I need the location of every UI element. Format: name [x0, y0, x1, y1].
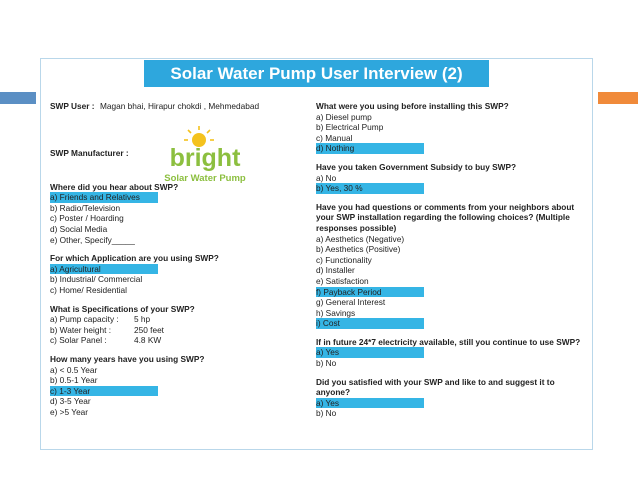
answer-option: b) Aesthetics (Positive): [316, 244, 401, 255]
right-question-block: [316, 377, 584, 419]
answer-option: b) No: [316, 408, 337, 419]
spec-row: [50, 314, 300, 325]
left-accent-bar: [0, 92, 36, 104]
right-column: [316, 101, 584, 419]
swp-user-value: Magan bhai, Hirapur chokdi , Mehmedabad: [100, 101, 260, 111]
selected-answer: i) Cost: [316, 318, 424, 329]
question-text: Have you had questions or comments from your neighbors about your SWP installation regarding the following choices? (Multiple responses possible): [316, 201, 575, 233]
answer-option: g) General Interest: [316, 297, 386, 308]
swp-user-label: SWP User :: [50, 101, 95, 111]
selected-answer: b) Yes, 30 %: [316, 183, 424, 194]
spec-key: c) Solar Panel :: [50, 335, 107, 346]
answer-option: b) Electrical Pump: [316, 122, 384, 133]
selected-answer: d) Nothing: [316, 143, 424, 154]
answer-option: d) 3-5 Year: [50, 396, 91, 407]
answer-option: b) 0.5-1 Year: [50, 375, 98, 386]
selected-answer: a) Yes: [316, 347, 424, 358]
answer-option: c) Home/ Residential: [50, 284, 128, 295]
answer-option: b) Radio/Television: [50, 202, 121, 213]
answer-option: c) Manual: [316, 132, 353, 143]
question-text: Have you taken Government Subsidy to buy SWP?: [316, 161, 517, 172]
selected-answer: a) Friends and Relatives: [50, 192, 158, 203]
answer-option: a) < 0.5 Year: [50, 364, 98, 375]
right-question-block: [316, 162, 584, 194]
question-text: Where did you hear about SWP?: [50, 181, 179, 192]
right-question-block: [316, 337, 584, 369]
answer-option: b) No: [316, 358, 337, 369]
spec-key: b) Water height :: [50, 324, 112, 335]
answer-option: e) Other, Specify_____: [50, 234, 135, 245]
spec-key: a) Pump capacity :: [50, 314, 119, 325]
answer-option: c) Functionality: [316, 254, 372, 265]
bright-logo: [157, 122, 253, 188]
answer-option: d) Social Media: [50, 223, 108, 234]
left-questions: [50, 182, 300, 418]
answer-option: b) Industrial/ Commercial: [50, 274, 143, 285]
answer-option: a) No: [316, 172, 337, 183]
manufacturer-label: SWP Manufacturer :: [50, 148, 129, 158]
answer-option: a) Aesthetics (Negative): [316, 233, 405, 244]
selected-answer: f) Payback Period: [316, 287, 424, 298]
spec-value: 5 hp: [134, 314, 151, 325]
selected-answer: a) Yes: [316, 398, 424, 409]
answer-option: c) Poster / Hoarding: [50, 213, 124, 224]
right-accent-bar: [598, 92, 638, 104]
spec-row: [50, 325, 300, 336]
left-question-block: [50, 182, 300, 246]
left-question-block: [50, 304, 300, 346]
slide-title: Solar Water Pump User Interview (2): [144, 60, 489, 87]
spec-value: 4.8 KW: [134, 335, 162, 346]
spec-row: [50, 335, 300, 346]
answer-option: e) >5 Year: [50, 406, 89, 417]
answer-option: e) Satisfaction: [316, 275, 369, 286]
question-text: How many years have you using SWP?: [50, 353, 205, 364]
right-question-block: [316, 101, 584, 154]
answer-option: h) Savings: [316, 307, 356, 318]
logo-word: bright: [169, 144, 241, 172]
selected-answer: a) Agricultural: [50, 264, 158, 275]
right-questions: [316, 101, 584, 419]
logo-sub: Solar Water Pump: [164, 173, 246, 184]
question-text: What is Specifications of your SWP?: [50, 303, 195, 314]
question-text: If in future 24*7 electricity available, still you continue to use SWP?: [316, 336, 581, 347]
left-question-block: [50, 253, 300, 295]
question-text: For which Application are you using SWP?: [50, 253, 219, 264]
answer-option: d) Installer: [316, 265, 355, 276]
question-text: What were you using before installing this SWP?: [316, 101, 509, 111]
right-question-block: [316, 202, 584, 329]
swp-user-row: [50, 101, 300, 112]
question-text: Did you satisfied with your SWP and like to and suggest it to anyone?: [316, 376, 555, 398]
selected-answer: c) 1-3 Year: [50, 386, 158, 397]
spec-value: 250 feet: [134, 324, 164, 335]
answer-option: a) Diesel pump: [316, 111, 372, 122]
left-question-block: [50, 354, 300, 418]
